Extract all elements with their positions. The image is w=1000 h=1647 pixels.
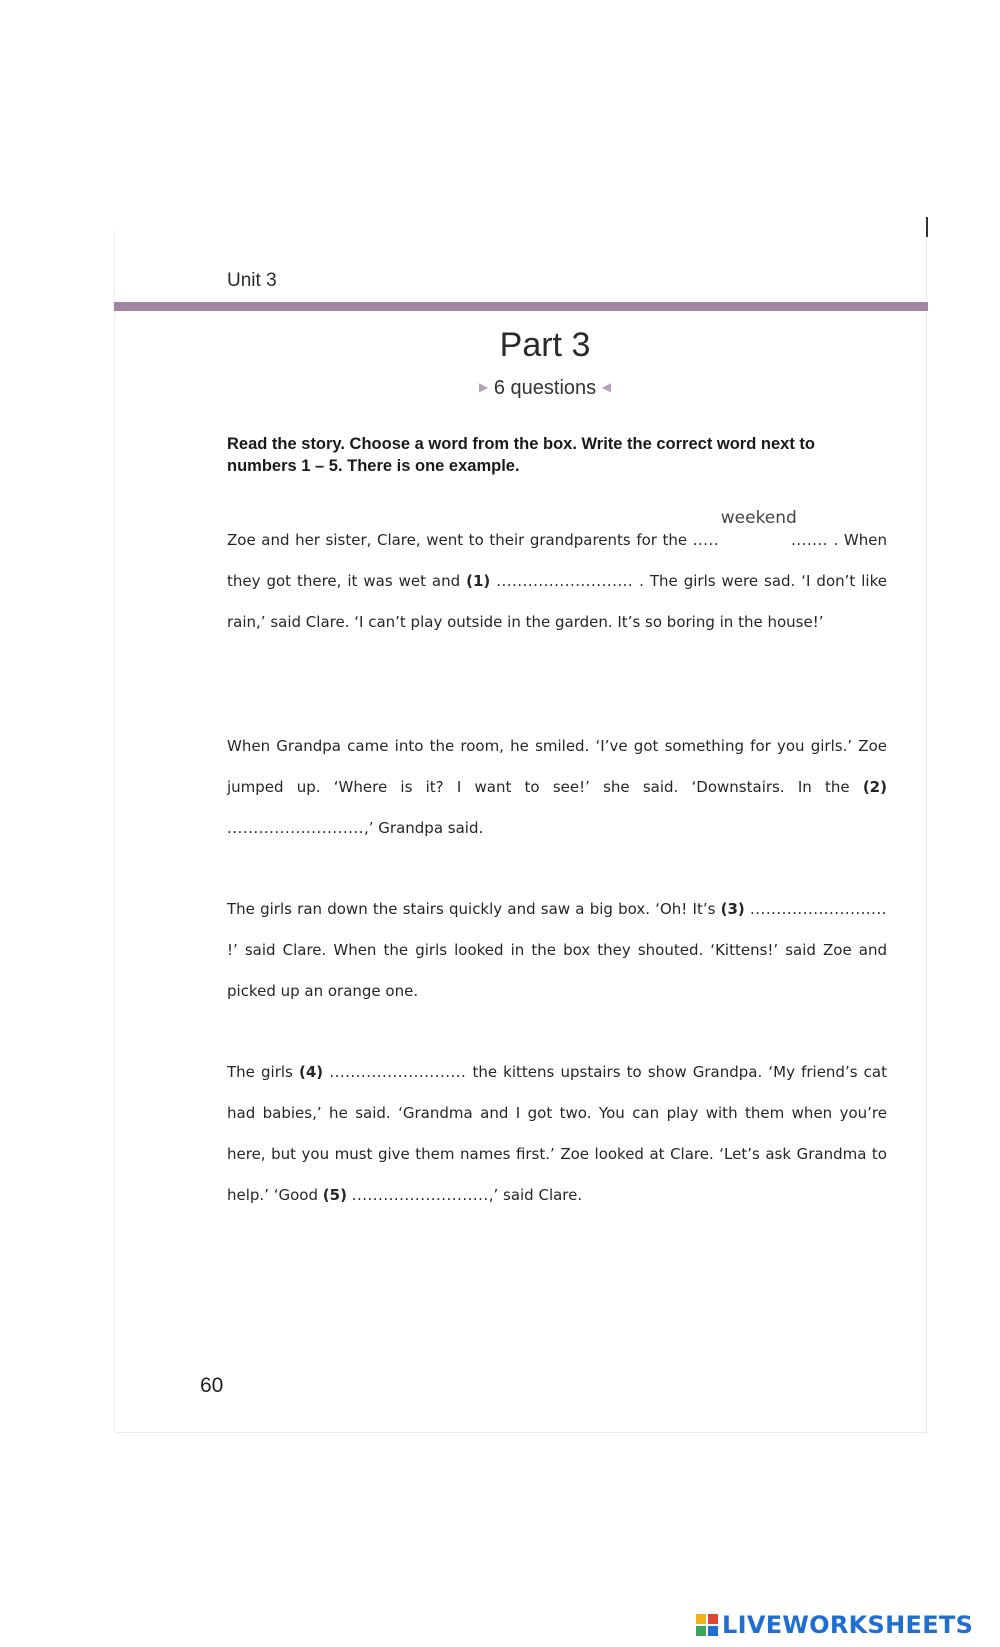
question-number-5: (5)	[322, 1186, 347, 1204]
unit-label: Unit 3	[227, 270, 277, 291]
brand-name: LIVEWORKSHEETS	[722, 1611, 974, 1639]
answer-blank-3[interactable]: ..........................	[750, 900, 887, 918]
liveworksheets-brand[interactable]	[696, 1611, 973, 1639]
unit-divider-bar	[114, 302, 928, 311]
questions-count	[0, 377, 1000, 400]
question-number-2: (2)	[862, 778, 887, 796]
page-edge-left	[114, 228, 115, 1433]
triangle-right-icon: ▶	[479, 380, 489, 394]
story-text: The girls	[227, 1063, 293, 1081]
liveworksheets-logo-icon	[696, 1614, 718, 1636]
story-text: When Grandpa came into the room, he smiled. ‘I’ve got something for you girls.’ Zoe jumped up. ‘Where is it? I want to see!’ she said. ‘Downstairs. In the	[227, 737, 887, 796]
triangle-left-icon: ◀	[601, 380, 611, 394]
story-paragraph-2	[227, 726, 887, 849]
questions-label: 6 questions	[493, 377, 597, 399]
question-number-4: (4)	[299, 1063, 324, 1081]
page-edge-bottom	[114, 1432, 926, 1433]
example-answer: weekend	[720, 508, 797, 528]
page-edge-right	[926, 228, 927, 1433]
story-text: the kittens upstairs to show Grandpa. ‘My friend’s cat had babies,’ he said. ‘Grandma and I got two. You can play with them when you’re here, but you must give them names first.’ Zoe looked at Clare. ‘Let’s ask Grandma to help.’ ‘Good	[227, 1063, 887, 1204]
story-text: When they got there, it was wet and	[227, 531, 887, 590]
answer-blank-2[interactable]: ..........................	[227, 819, 364, 837]
page-edge-mark	[926, 217, 928, 237]
story-text: . The girls were sad. ‘I don’t like rain,’ said Clare. ‘I can’t play outside in the garden. It’s so boring in the house!’	[227, 572, 887, 631]
instructions: Read the story. Choose a word from the box. Write the correct word next to numbers 1 – 5. There is one example.	[227, 435, 815, 475]
blank-dots: .......	[791, 531, 828, 549]
question-number-1: (1)	[466, 572, 491, 590]
part-title: Part 3	[499, 326, 591, 364]
blank-dots: .....	[692, 531, 720, 549]
story-text: !’ said Clare. When the girls looked in the box they shouted. ‘Kittens!’ said Zoe and picked up an orange one.	[227, 941, 887, 1000]
logo-square	[696, 1626, 706, 1636]
logo-square	[708, 1626, 718, 1636]
logo-square	[708, 1614, 718, 1624]
story-paragraph-4	[227, 1052, 887, 1216]
logo-square	[696, 1614, 706, 1624]
story-text: ,’ said Clare.	[488, 1186, 583, 1204]
story-text: ,’ Grandpa said.	[363, 819, 484, 837]
example-answer-blank	[692, 508, 828, 561]
story-text: The girls ran down the stairs quickly and saw a big box. ‘Oh! It’s	[227, 900, 716, 918]
answer-blank-4[interactable]: ..........................	[329, 1063, 467, 1081]
story-text: Zoe and her sister, Clare, went to their grandparents for the	[227, 531, 688, 549]
answer-blank-1[interactable]: ..........................	[496, 572, 634, 590]
story-paragraph-1: Zoe and her sister, Clare, went to their grandparents for the ..... weekend ....... . When they got there, it was wet and (1) .......................... . The girls were sad. ‘I don’t like rain,’ said Clare. ‘I can’t play outside in the garden. It’s so boring in the house!’	[227, 508, 887, 631]
question-number-3: (3)	[720, 900, 745, 918]
answer-blank-5[interactable]: ..........................	[351, 1186, 489, 1204]
story-paragraph-3	[227, 889, 887, 1012]
page-number: 60	[200, 1374, 224, 1397]
